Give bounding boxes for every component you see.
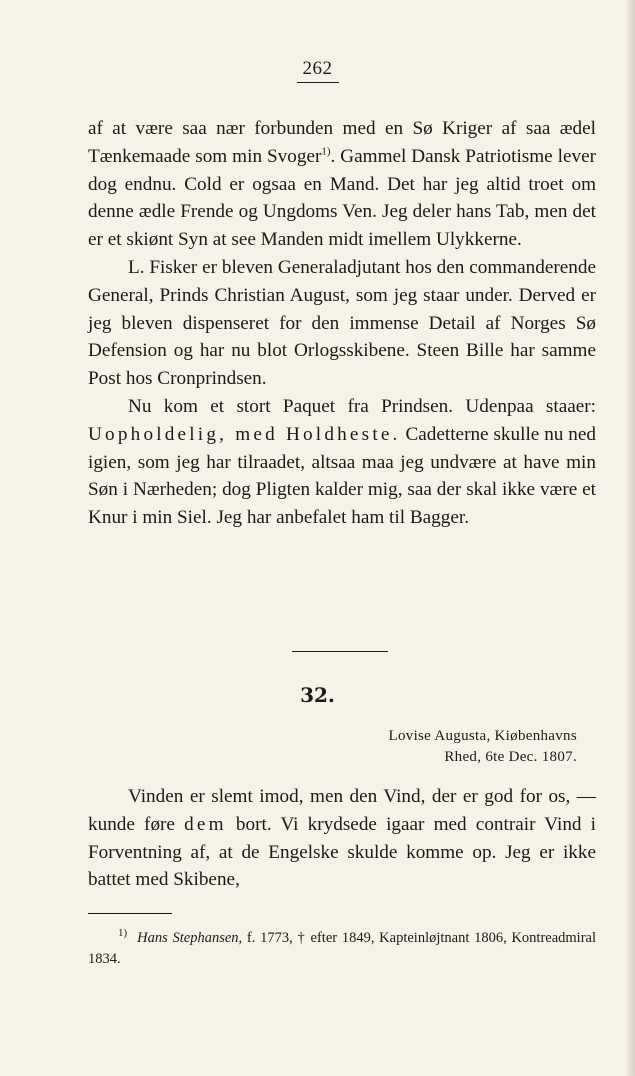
footnote-rule [88,913,172,914]
letter-number: 32. [300,683,335,707]
letter-32-text [88,783,596,894]
footnote [88,928,596,970]
dateline-date: Rhed, 6te Dec. 1807. [444,749,577,765]
letter-32-before: Vinden er slemt imod, men den Vind, der er god for os, — kunde føre [88,786,596,835]
paragraph-3 [88,393,596,532]
footnote-mark: 1) [118,927,128,940]
footnote-reference[interactable]: 1) [321,145,331,158]
letter-dateline [389,726,578,768]
paragraph-1-after: . Gammel Dansk Patriotisme lever dog endnu. Cold er ogsaa en Mand. Det har jeg altid troet om denne ædle Frende og Ungdoms Ven. Jeg deler hans Tab, men det er et skiønt Syn at see Manden midt imellem Ulykkerne. [88,145,596,251]
letter-32-paragraph [88,783,596,894]
page-edge-shadow [625,0,635,1076]
letter-32-spaced-emphasis: dem [184,813,227,835]
dateline-place: Lovise Augusta, Kiøbenhavns [388,728,577,744]
paragraph-2: L. Fisker er bleven Generaladjutant hos den commanderende General, Prinds Christian August, som jeg staar under. Derved er jeg bleven dispenseret for den immense Detail af Norges Sø Defension og har nu blot Orlogsskibene. Steen Bille har samme Post hos Cronprindsen. [88,256,596,390]
paragraph-3-before: Nu kom et stort Paquet fra Prindsen. Udenpaa staaer: [128,395,596,417]
paragraph-3-spaced-emphasis: Uopholdelig, med Holdheste. [88,423,401,445]
letter-32-after: bort. Vi krydsede igaar med contrair Vind i Forventning af, at de Engelske skulde komme op. Jeg er ikke battet med Skibene, [88,813,597,891]
paragraph-1-before: af at være saa nær forbunden med en Sø Kriger af saa ædel Tænkemaade som min Svoger [88,118,596,167]
page-number-text: 262 [297,58,339,83]
paragraph-1 [88,115,596,254]
footnote-text: f. 1773, † efter 1849, Kapteinløjtnant 1806, Kontreadmiral 1834. [88,930,596,967]
page-number [0,58,635,83]
footnote-person-name: Hans Stephansen, [137,930,243,946]
paragraph-3-after: Cadetterne skulle nu ned igien, som jeg har tilraadet, altsaa maa jeg undvære at have min Søn i Nærheden; dog Pligten kalder mig, saa der skal ikke være et Knur i min Siel. Jeg har anbefalet ham til Bagger. [88,423,596,529]
section-divider [292,651,388,652]
continued-letter-text [88,115,596,532]
